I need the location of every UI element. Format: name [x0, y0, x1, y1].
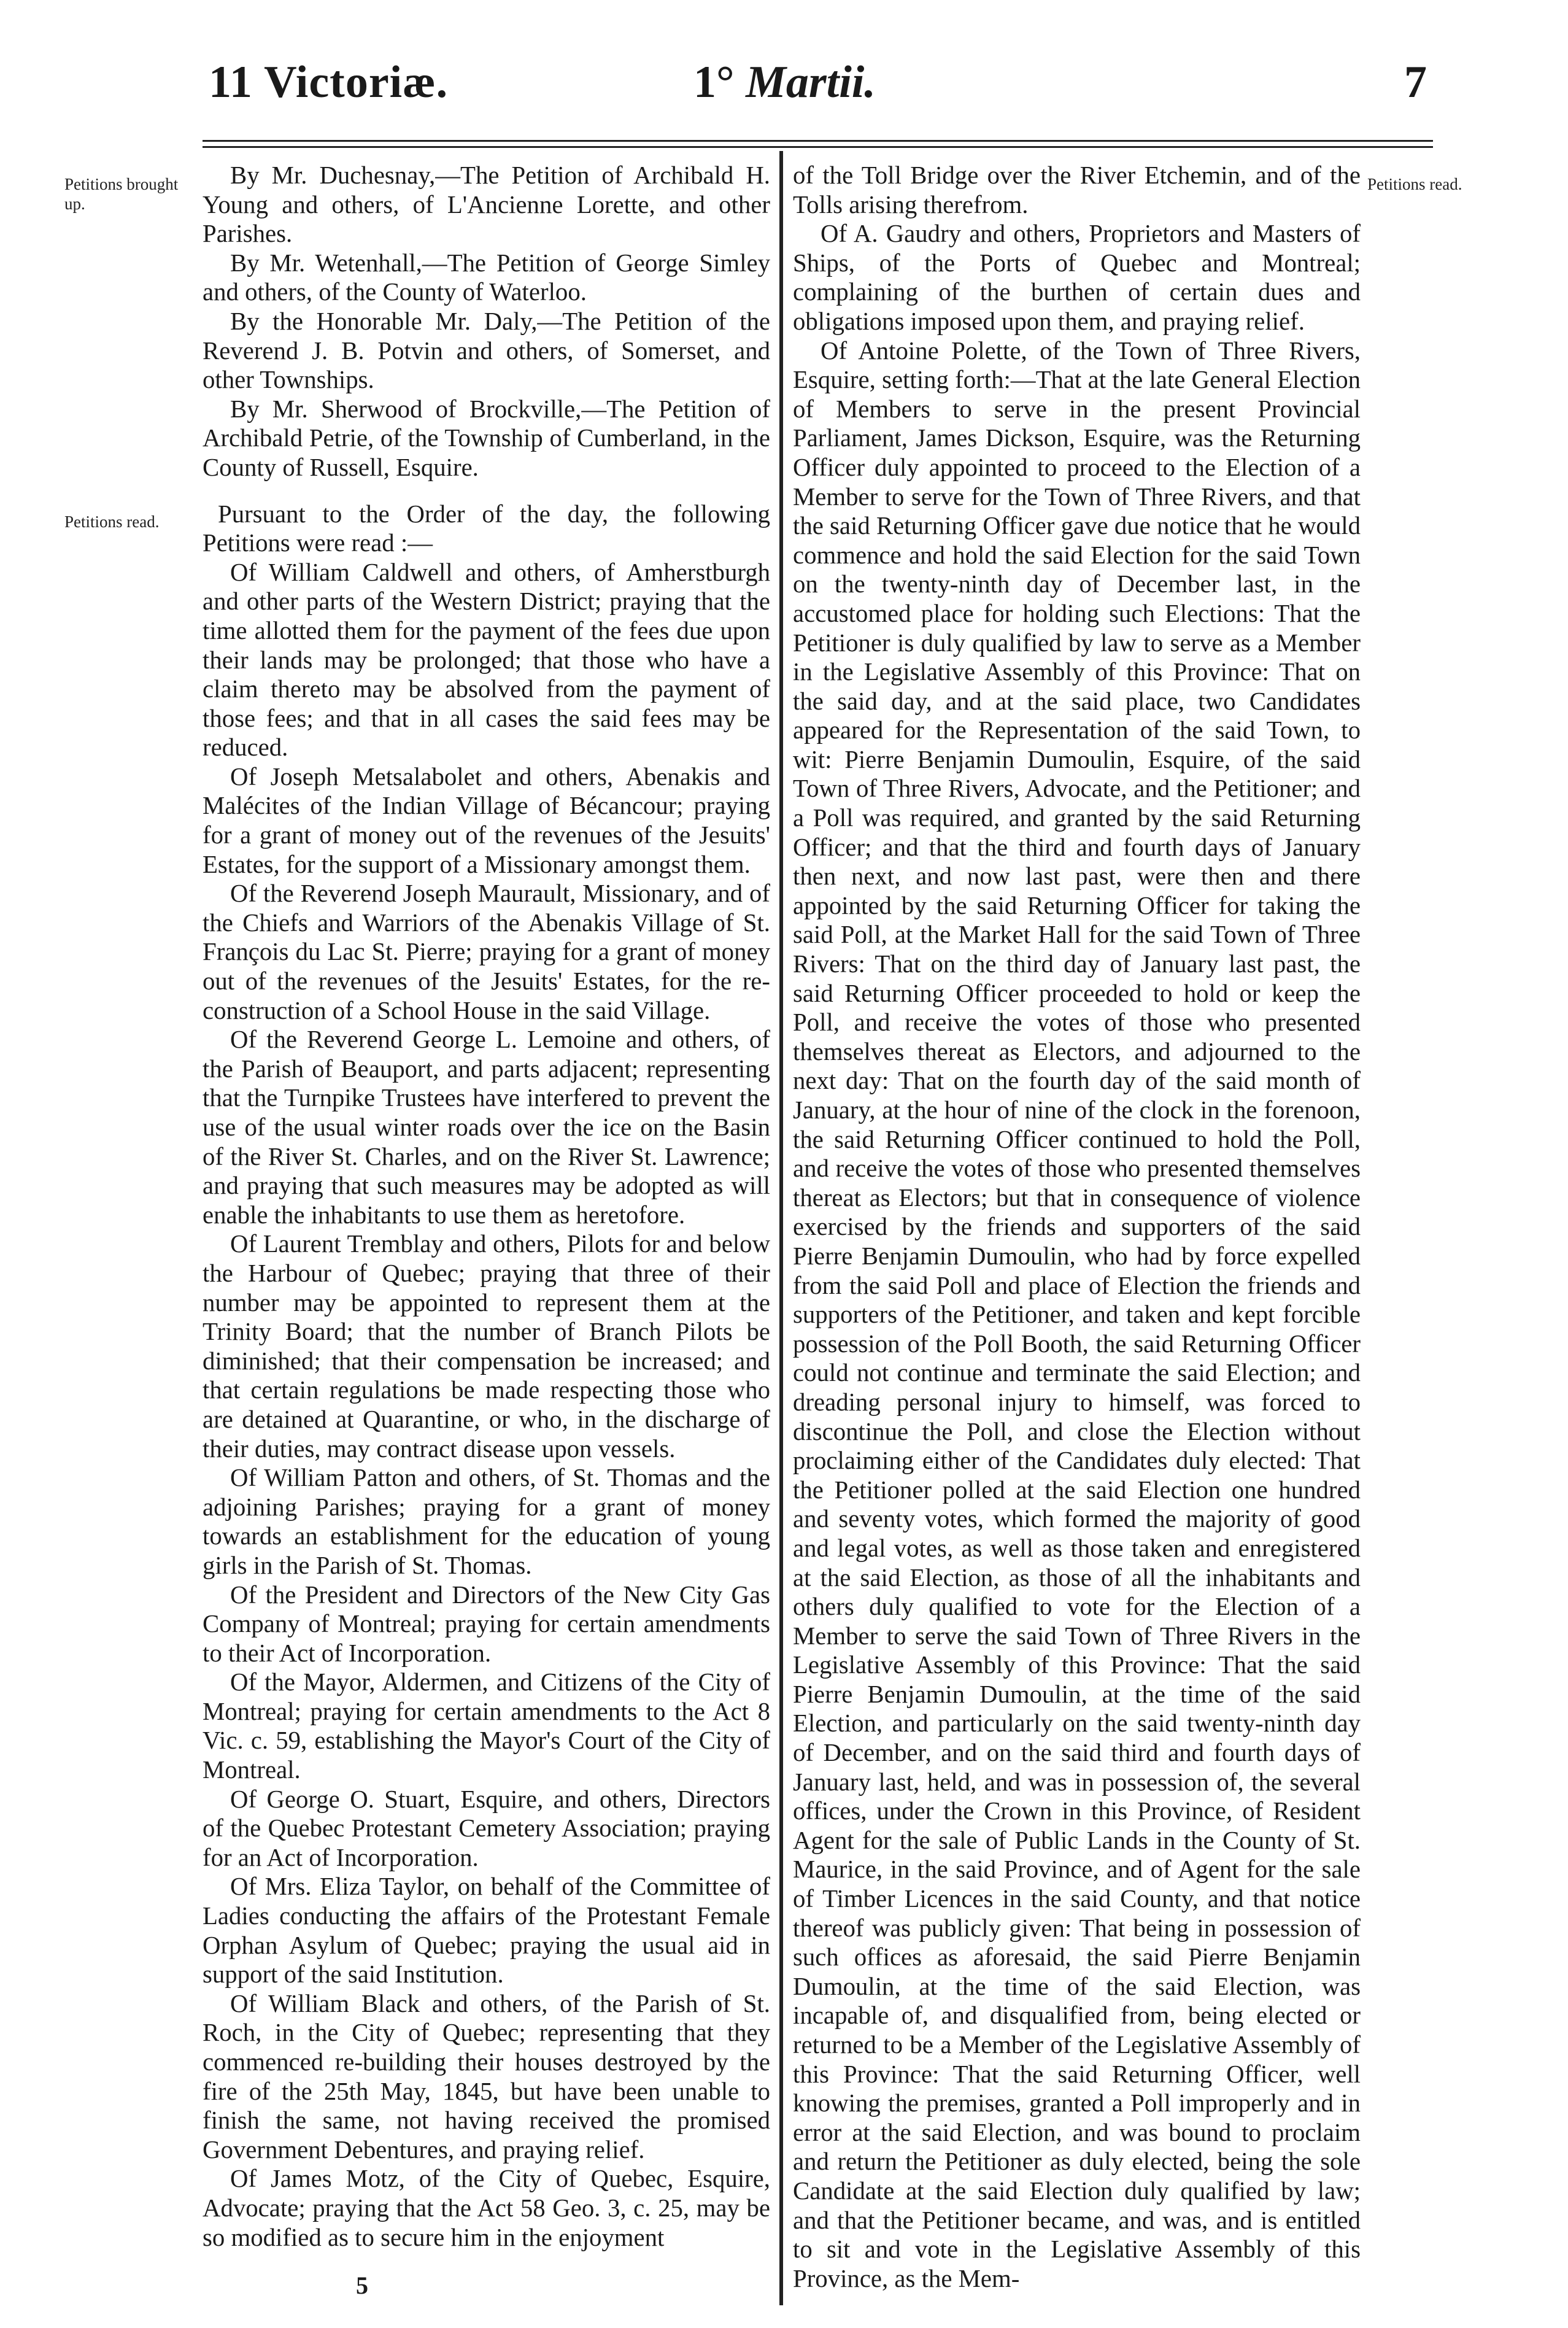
paragraph: Of Antoine Polette, of the Town of Three Rivers, Esquire, setting forth:—That at the late General Election of Members to serve in the present Provincial Parliament, James Dickson, Esquire, was the Returning Officer duly appointed to proceed to the Election of a Member to serve for the Town of Three Rivers, and that the said Returning Officer gave due notice that he would commence and hold the said Election for the said Town on the twenty-ninth day of December last, in the accustomed place for holding such Elections: That the Petitioner is duly qualified by law to serve as a Member in the Legislative Assembly of this Province: That on the said day, and at the said place, two Candidates appeared for the Representation of the said Town, to wit: Pierre Benjamin Dumoulin, Esquire, of the said Town of Three Rivers, Advocate, and the Petitioner; and a Poll was required, and granted by the said Returning Officer; and that the third and fourth days of January then next, and now last past, were then and there appointed by the said Returning Officer for taking the said Poll, at the Market Hall for the said Town of Three Rivers: That on the third day of January last past, the said Returning Officer proceeded to hold or keep the Poll, and receive the votes of those who presented themselves thereat as Electors, and adjourned to the next day: That on the fourth day of the said month of January, at the hour of nine of the clock in the forenoon, the said Returning Officer continued to hold the Poll, and receive the votes of those who presented themselves thereat as Electors; but that in consequence of violence exercised by the friends and supporters of the said Pierre Benjamin Dumoulin, who had by force expelled from the said Poll and place of Election the friends and supporters of the Petitioner, and taken and kept forcible possession of the Poll Booth, the said Returning Officer could not continue and terminate the said Election; and dreading personal injury to himself, was forced to discontinue the Poll, and close the Election without proclaiming either of the Candidates duly elected: That the Petitioner polled at the said Election one hundred and seventy votes, which formed the majority of good and legal votes, as well as those taken and enregistered at the said Election, as those of all the inhabitants and others duly qualified to vote for the Election of a Member to serve the said Town of Three Rivers in the Legislative Assembly of this Province: That the said Pierre Benjamin Dumoulin, at the time of the said Election, and particularly on the said twenty-ninth day of December, and on the said third and fourth days of January last, held, and was in possession of, the several offices, under the Crown in this Province, of Resident Agent for the sale of Public Lands in the County of St. Maurice, in the said Province, and of Agent for the sale of Timber Licences in the said County, and that notice thereof was publicly given: That being in possession of such offices as aforesaid, the said Pierre Benjamin Dumoulin, at the time of the said Election, was incapable of, and disqualified from, being elected or returned to be a Member of the Legislative Assembly of this Province: That the said Returning Officer, well knowing the premises, granted a Poll improperly and in error at the said Election, and was bound to proclaim and return the Petitioner as duly elected, being the sole Candidate at the said Election duly qualified by law; and that the Petitioner became, and was, and is entitled to sit and vote in the Legislative Assembly of this Province, as the Mem-: [793, 336, 1361, 2292]
paragraph: Of the President and Directors of the New City Gas Company of Montreal; praying for certain amendments to their Act of Incorporation.: [203, 1580, 770, 1667]
paragraph: Of William Caldwell and others, of Amherstburgh and other parts of the Western District; praying that the time allotted them for the payment of the fees due upon their lands may be prolonged; that those who have a claim thereto may be absolved from the payment of those fees; and that in all cases the said fees may be reduced.: [203, 558, 770, 762]
paragraph: Of Laurent Tremblay and others, Pilots for and below the Harbour of Quebec; praying that three of their number may be appointed to represent them at the Trinity Board; that the number of Branch Pilots be diminished; that their compensation be increased; and that certain regulations be made respecting those who are detained at Quarantine, or who, in the discharge of their duties, may contract disease upon vessels.: [203, 1230, 770, 1463]
signature-mark: 5: [356, 2272, 368, 2299]
margin-note-petitions-read-right: Petitions read.: [1367, 175, 1462, 193]
header-rule-bottom: [203, 146, 1433, 148]
paragraph: Of the Mayor, Aldermen, and Citizens of the City of Montreal; praying for certain amendments to the Act 8 Vic. c. 59, establishing the Mayor's Court of the City of Montreal.: [203, 1668, 770, 1784]
page-number: 7: [1404, 57, 1427, 107]
paragraph: Of the Reverend George L. Lemoine and others, of the Parish of Beauport, and parts adjacent; representing that the Turnpike Trustees have interfered to prevent the use of the usual winter roads over the ice on the Basin of the River St. Charles, and on the River St. Lawrence; and praying that such measures may be adopted as will enable the inhabitants to use them as heretofore.: [203, 1026, 770, 1229]
header-rule-top: [203, 140, 1433, 142]
header-date-month: Martii.: [746, 57, 876, 107]
paragraph-petitions-read-intro: Pursuant to the Order of the day, the following Petitions were read :—: [203, 500, 770, 557]
paragraph: Of William Patton and others, of St. Thomas and the adjoining Parishes; praying for a grant of money towards an establishment for the education of young girls in the Parish of St. Thomas.: [203, 1464, 770, 1579]
paragraph: By Mr. Sherwood of Brockville,—The Petition of Archibald Petrie, of the Township of Cumberland, in the County of Russell, Esquire.: [203, 395, 770, 481]
left-column: [203, 161, 770, 2252]
paragraph: Of the Reverend Joseph Maurault, Missionary, and of the Chiefs and Warriors of the Abenakis Village of St. François du Lac St. Pierre; praying for a grant of money out of the revenues of the Jesuits' Estates, for the re-construction of a School House in the said Village.: [203, 880, 770, 1024]
header-date-prefix: 1°: [693, 57, 746, 107]
right-column: [793, 161, 1361, 2293]
paragraph: Of George O. Stuart, Esquire, and others, Directors of the Quebec Protestant Cemetery Association; praying for an Act of Incorporation.: [203, 1785, 770, 1871]
margin-note-petitions-read-left: Petitions read.: [64, 512, 160, 531]
paragraph: By the Honorable Mr. Daly,—The Petition of the Reverend J. B. Potvin and others, of Somerset, and other Townships.: [203, 307, 770, 394]
page-header: [203, 56, 1433, 124]
paragraph: By Mr. Wetenhall,—The Petition of George Simley and others, of the County of Waterloo.: [203, 249, 770, 306]
header-date: [693, 56, 876, 109]
paragraph-continued: of the Toll Bridge over the River Etchemin, and of the Tolls arising therefrom.: [793, 161, 1361, 218]
margin-note-petitions-brought-up: Petitions brought up.: [64, 175, 179, 213]
paragraph: By Mr. Duchesnay,—The Petition of Archibald H. Young and others, of L'Ancienne Lorette, and other Parishes.: [203, 161, 770, 248]
paragraph: Of Mrs. Eliza Taylor, on behalf of the Committee of Ladies conducting the affairs of the Protestant Female Orphan Asylum of Quebec; praying the usual aid in support of the said Institution.: [203, 1873, 770, 1989]
paragraph: Of Joseph Metsalabolet and others, Abenakis and Malécites of the Indian Village of Bécancour; praying for a grant of money out of the revenues of the Jesuits' Estates, for the support of a Missionary amongst them.: [203, 762, 770, 878]
paragraph: Of A. Gaudry and others, Proprietors and Masters of Ships, of the Ports of Quebec and Montreal; complaining of the burthen of certain dues and obligations imposed upon them, and praying relief.: [793, 220, 1361, 335]
paragraph: Of William Black and others, of the Parish of St. Roch, in the City of Quebec; representing that they commenced re-building their houses destroyed by the fire of the 25th May, 1845, but have been unable to finish the same, not having received the promised Government Debentures, and praying relief.: [203, 1989, 770, 2164]
header-regnal-year: 11 Victoriæ.: [209, 57, 449, 107]
paragraph: Of James Motz, of the City of Quebec, Esquire, Advocate; praying that the Act 58 Geo. 3, c. 25, may be so modified as to secure him in the enjoyment: [203, 2165, 770, 2251]
column-divider: [779, 151, 783, 2305]
